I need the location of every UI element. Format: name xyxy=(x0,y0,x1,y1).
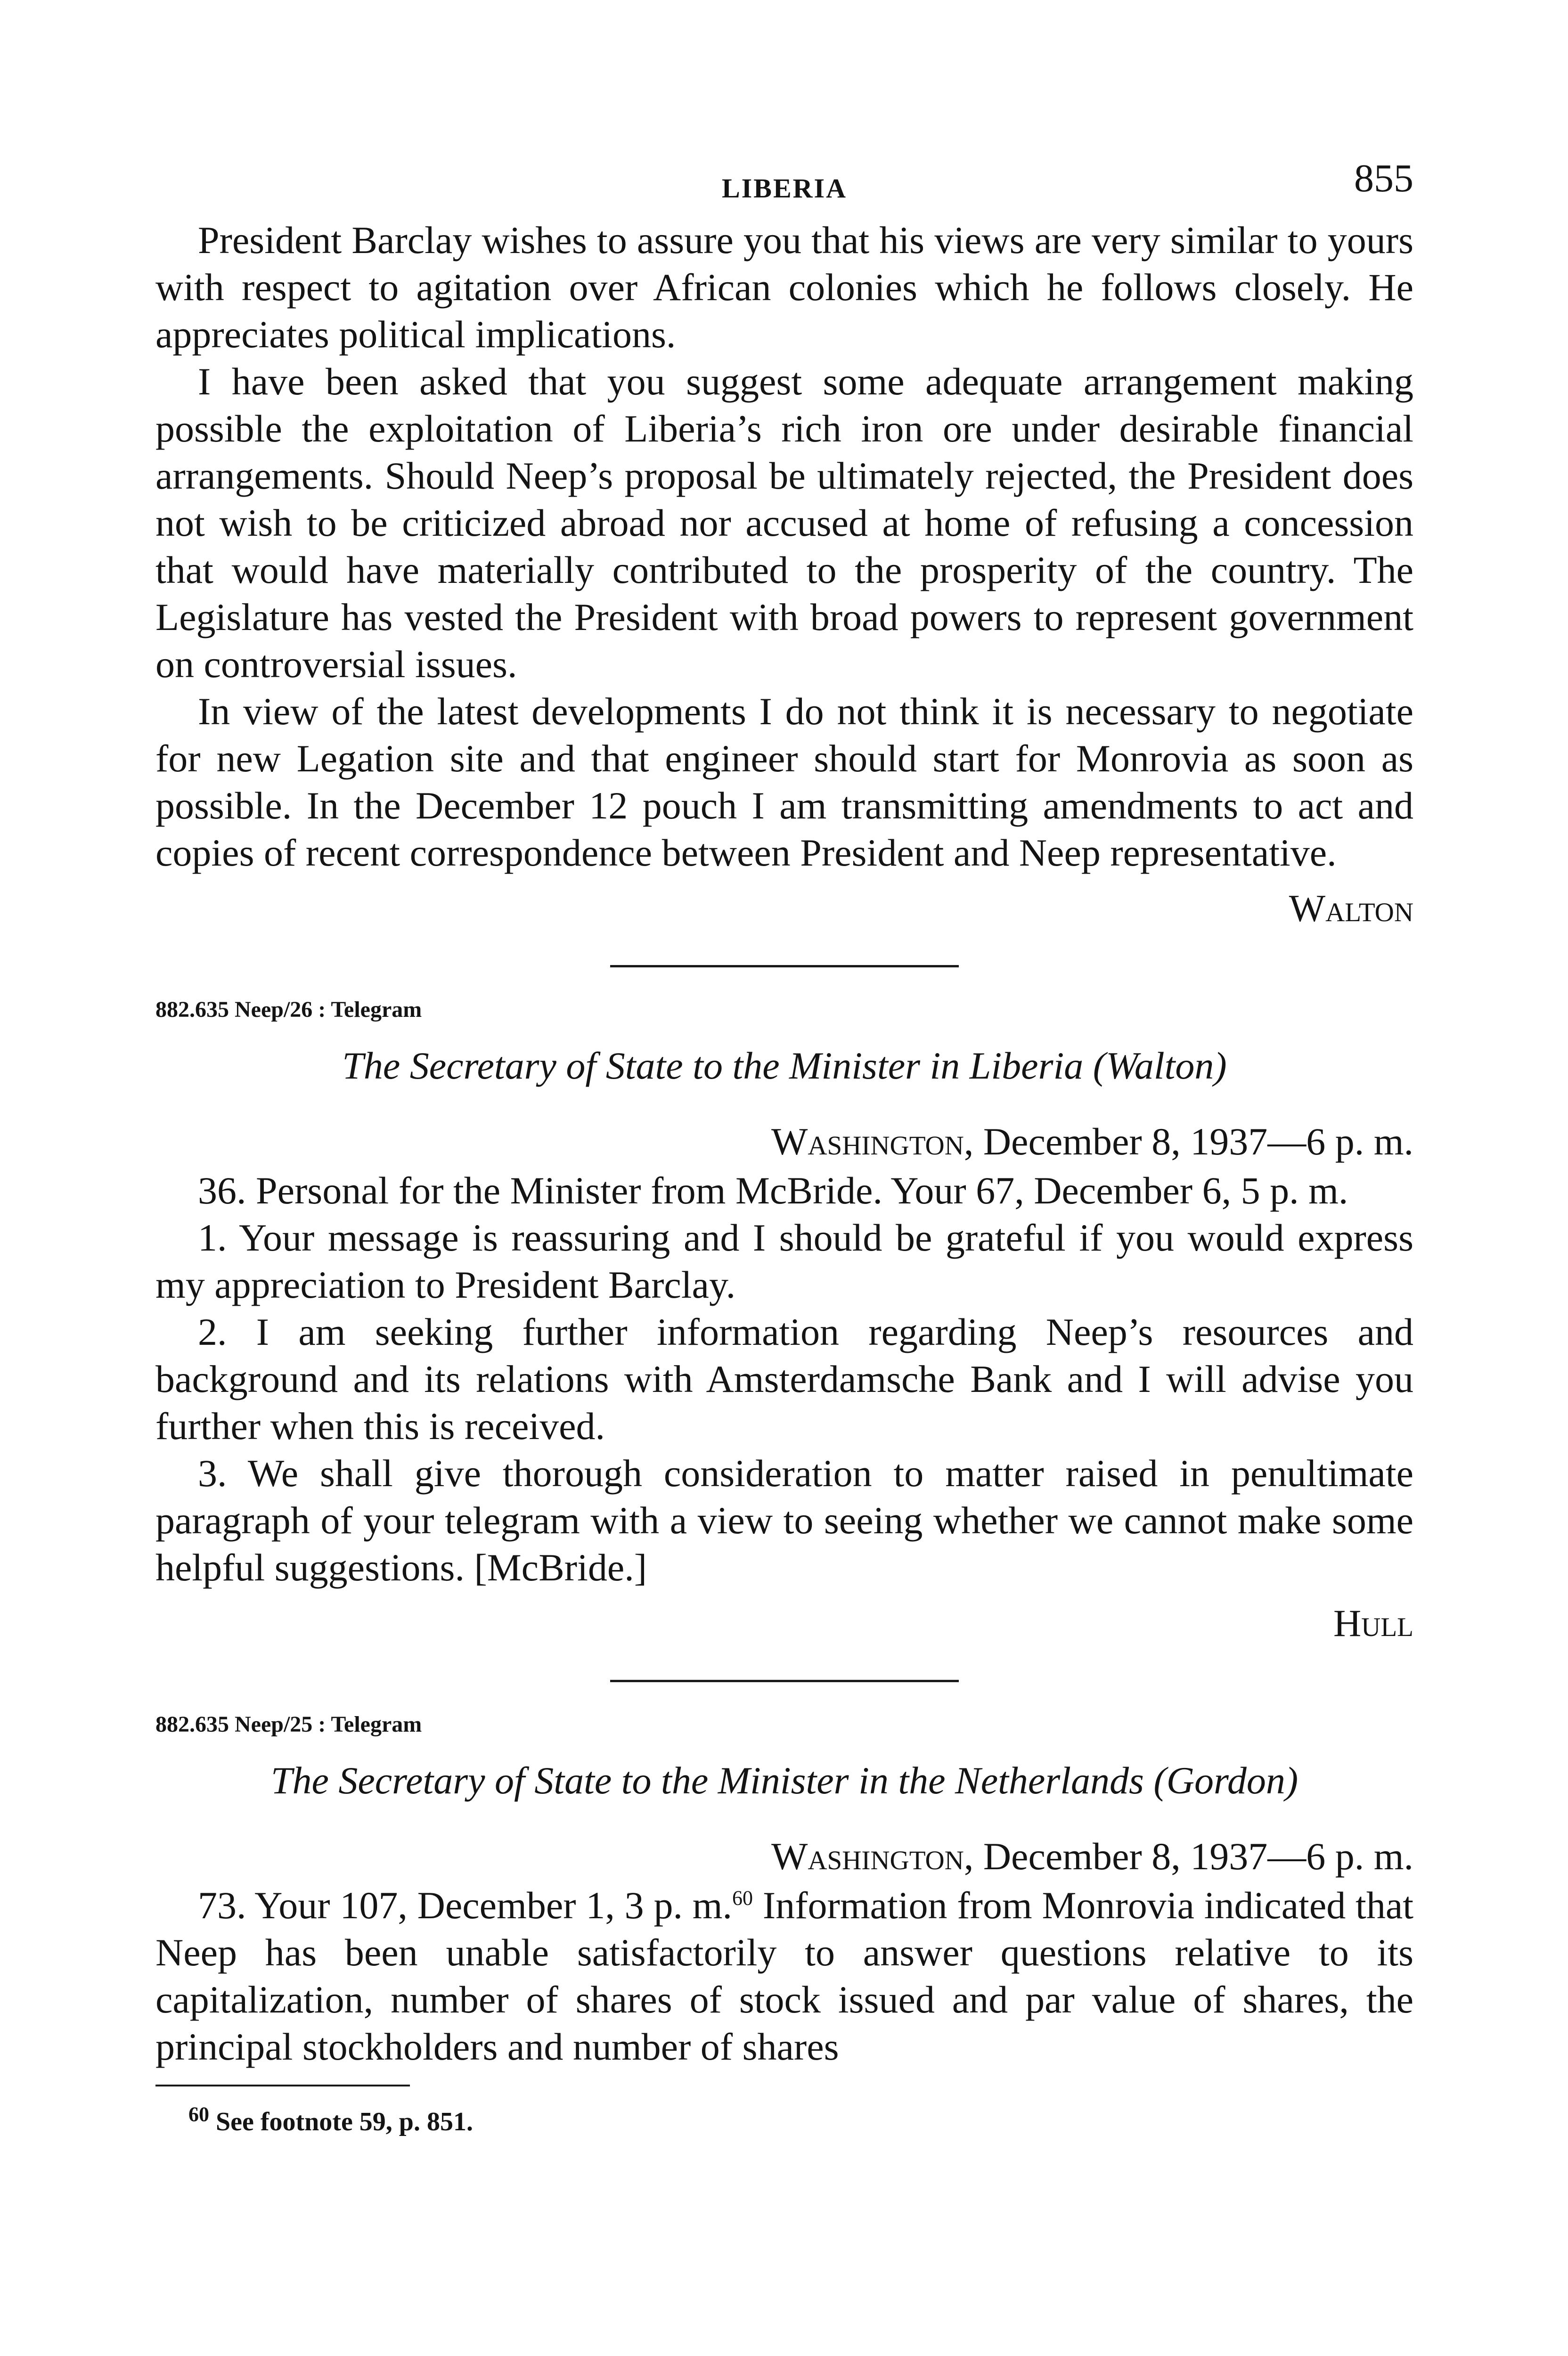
footnote-mark: 60 xyxy=(188,2102,209,2126)
footnote-text: See footnote 59, p. 851. xyxy=(209,2107,473,2136)
body-paragraph: 1. Your message is reassuring and I should be grateful if you would express my appreciation to President Barclay. xyxy=(155,1216,1413,1306)
body-paragraph: 36. Personal for the Minister from McBride. Your 67, December 6, 5 p. m. xyxy=(198,1169,1348,1212)
section-divider xyxy=(610,1680,959,1682)
footnote-reference: 60 xyxy=(732,1886,753,1910)
dateline-date: , December 8, 1937—6 p. m. xyxy=(964,1835,1413,1878)
dateline xyxy=(155,1833,1413,1880)
dateline-place: Washington xyxy=(771,1120,964,1163)
document-page xyxy=(155,155,1413,2138)
paragraph-start: 73. Your 107, December 1, 3 p. m. xyxy=(198,1884,733,1927)
paragraph-rest: Information from Monrovia indicated that Neep has been unable satisfactorily to answer questions relative to its capitalization, number of shares of stock issued and par value of shares, the principal stockholders and number of shares xyxy=(155,1884,1413,2068)
body-paragraph: I have been asked that you suggest some adequate arrangement making possible the exploitation of Liberia’s rich iron ore under desirable financial arrangements. Should Neep’s proposal be ultimately rejected, the President does not wish to be criticized abroad nor accused at home of refusing a concession that would have materially contributed to the prosperity of the country. The Legislature has vested the President with broad powers to represent government on controversial issues. xyxy=(155,360,1413,686)
signature: Hull xyxy=(1333,1602,1413,1644)
body-paragraph: President Barclay wishes to assure you that his views are very similar to yours with respect to agitation over African colonies which he follows closely. He appreciates political implications. xyxy=(155,219,1413,356)
running-head: LIBERIA xyxy=(722,173,847,204)
signature: Walton xyxy=(1289,887,1413,930)
dateline xyxy=(155,1118,1413,1165)
footnote-rule xyxy=(155,2085,410,2086)
file-reference: 882.635 Neep/25 : Telegram xyxy=(155,1712,422,1737)
footnote xyxy=(155,2102,1413,2138)
document-title: The Secretary of State to the Minister in Liberia (Walton) xyxy=(342,1044,1227,1087)
body-paragraph: 3. We shall give thorough consideration to matter raised in penultimate paragraph of your telegram with a view to seeing whether we cannot make some helpful suggestions. [McBride.] xyxy=(155,1452,1413,1589)
dateline-place: Washington xyxy=(771,1835,964,1878)
page-number: 855 xyxy=(1354,156,1413,200)
body-paragraph xyxy=(155,1882,1413,2070)
section-divider xyxy=(610,965,959,967)
body-paragraph: In view of the latest developments I do not think it is necessary to negotiate for new Legation site and that engineer should start for Monrovia as soon as possible. In the December 12 pouch I am transmitting amendments to act and copies of recent correspondence between President and Neep representative. xyxy=(155,690,1413,874)
file-reference: 882.635 Neep/26 : Telegram xyxy=(155,997,422,1022)
page-header xyxy=(155,155,1413,217)
dateline-date: , December 8, 1937—6 p. m. xyxy=(964,1120,1413,1163)
document-title: The Secretary of State to the Minister in the Netherlands (Gordon) xyxy=(270,1759,1298,1802)
body-paragraph: 2. I am seeking further information regarding Neep’s resources and background and its relations with Amsterdamsche Bank and I will advise you further when this is received. xyxy=(155,1310,1413,1448)
